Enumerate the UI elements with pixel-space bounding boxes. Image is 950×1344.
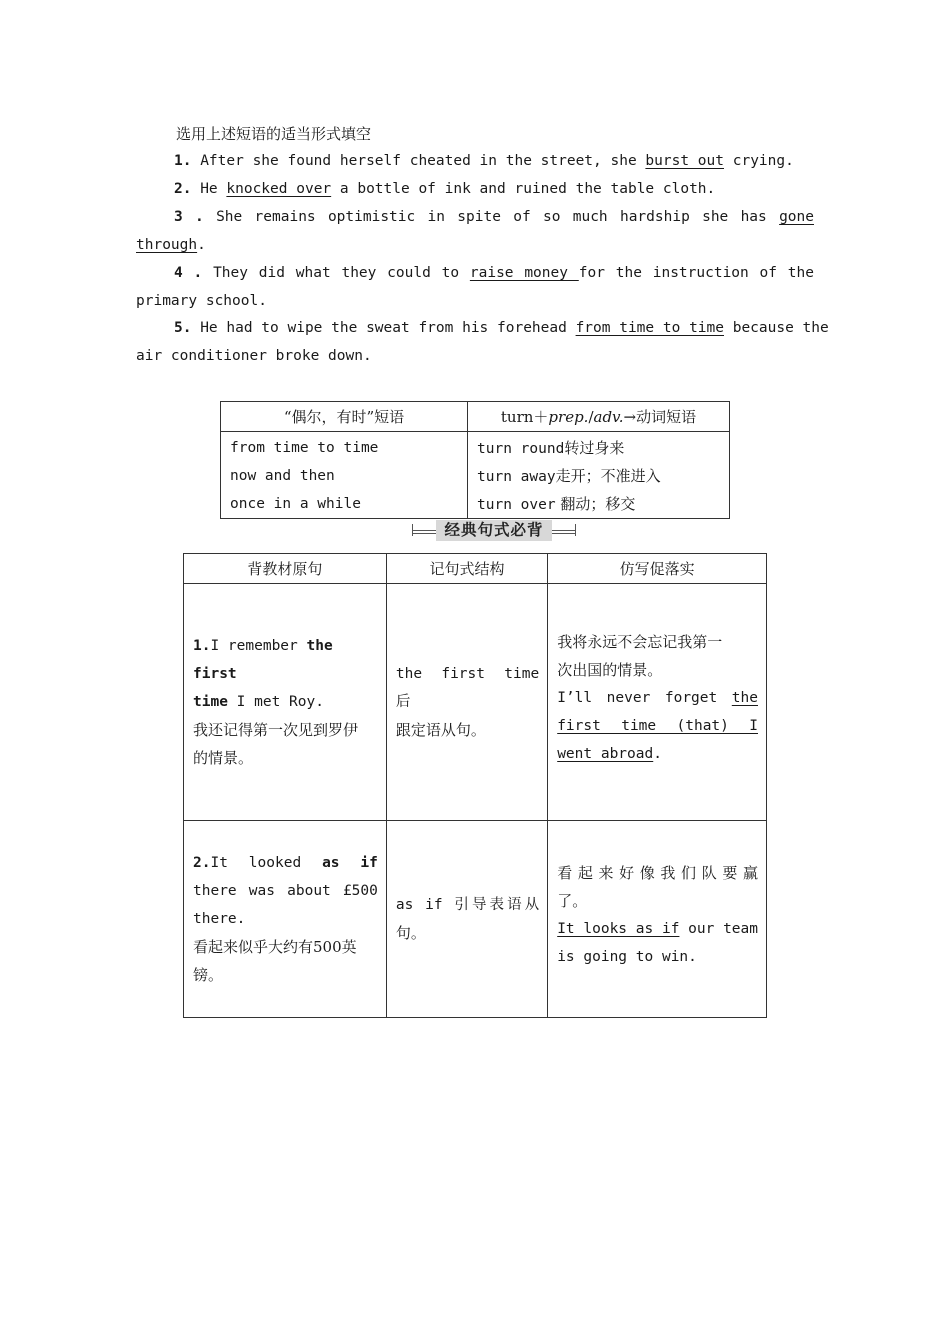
answer-it-looks-as-if: It looks as if [557,921,680,937]
row2-imitation: 看起来好像我们队要赢 了。 It looks as if our team is going to win. [548,821,767,1018]
banner-rule-right [552,530,576,531]
col-header-structure: 记句式结构 [386,554,547,584]
sentence-table [183,553,767,1018]
question-4-cont: primary school. [136,293,267,309]
answer-the: the [731,690,758,706]
answer-went-abroad: went abroad [557,746,654,762]
list-item: turn away走开；不准进入 [477,467,661,485]
table-row [184,821,767,1018]
row1-imitation: 我将永远不会忘记我第一 次出国的情景。 I’ll never forget the first time (that) I went abroad. [548,584,767,821]
list-item: turn over 翻动；移交 [477,495,636,513]
answer-1: burst out [645,153,724,169]
banner-right-tick [575,524,576,536]
list-item: turn round转过身来 [477,439,625,457]
section-title: 经典句式必背 [436,520,552,541]
question-2: 2. He knocked over a bottle of ink and ruined the table cloth. [174,181,716,197]
answer-first-time: first time (that) I [557,718,758,734]
answer-5: from time to time [575,320,724,336]
question-4: 4 . They did what they could to raise money for the instruction of the [174,265,814,281]
banner-rule-left-2 [412,533,436,534]
col-header-original: 背教材原句 [184,554,387,584]
section-banner [412,520,576,541]
answer-4: raise money [469,265,579,281]
question-1: 1. After she found herself cheated in the street, she burst out crying. [174,153,794,169]
list-item: now and then [230,468,335,484]
question-5: 5. He had to wipe the sweat from his forehead from time to time because the [174,320,829,336]
row2-structure: as if 引导表语从 句。 [386,821,547,1018]
phrase-list-sometimes [221,432,468,519]
row1-original: 1.I remember the first time I met Roy. 我还记得第一次见到罗伊 的情景。 [184,584,387,821]
banner-rule-right-2 [552,533,576,534]
question-5-cont: air conditioner broke down. [136,348,372,364]
question-3-cont: through. [136,237,206,253]
phrase-table-header-2: turn＋prep./adv.→动词短语 [468,402,730,432]
list-item: once in a while [230,496,361,512]
phrase-table [220,401,730,519]
banner-rule-left [412,530,436,531]
exercise-instruction: 选用上述短语的适当形式填空 [176,125,372,143]
phrase-table-header-1: “偶尔，有时”短语 [221,402,468,432]
table-row [184,584,767,821]
col-header-imitation: 仿写促落实 [548,554,767,584]
phrase-list-turn [468,432,730,519]
answer-3b: through [136,237,198,253]
row1-structure: the first time 后 跟定语从句。 [386,584,547,821]
list-item: from time to time [230,440,379,456]
row2-original: 2.It looked as if there was about £500 there. 看起来似乎大约有500英 镑。 [184,821,387,1018]
question-3: 3 . She remains optimistic in spite of so much hardship she has gone [174,209,814,225]
answer-2: knocked over [226,181,332,197]
answer-3a: gone [779,209,814,225]
